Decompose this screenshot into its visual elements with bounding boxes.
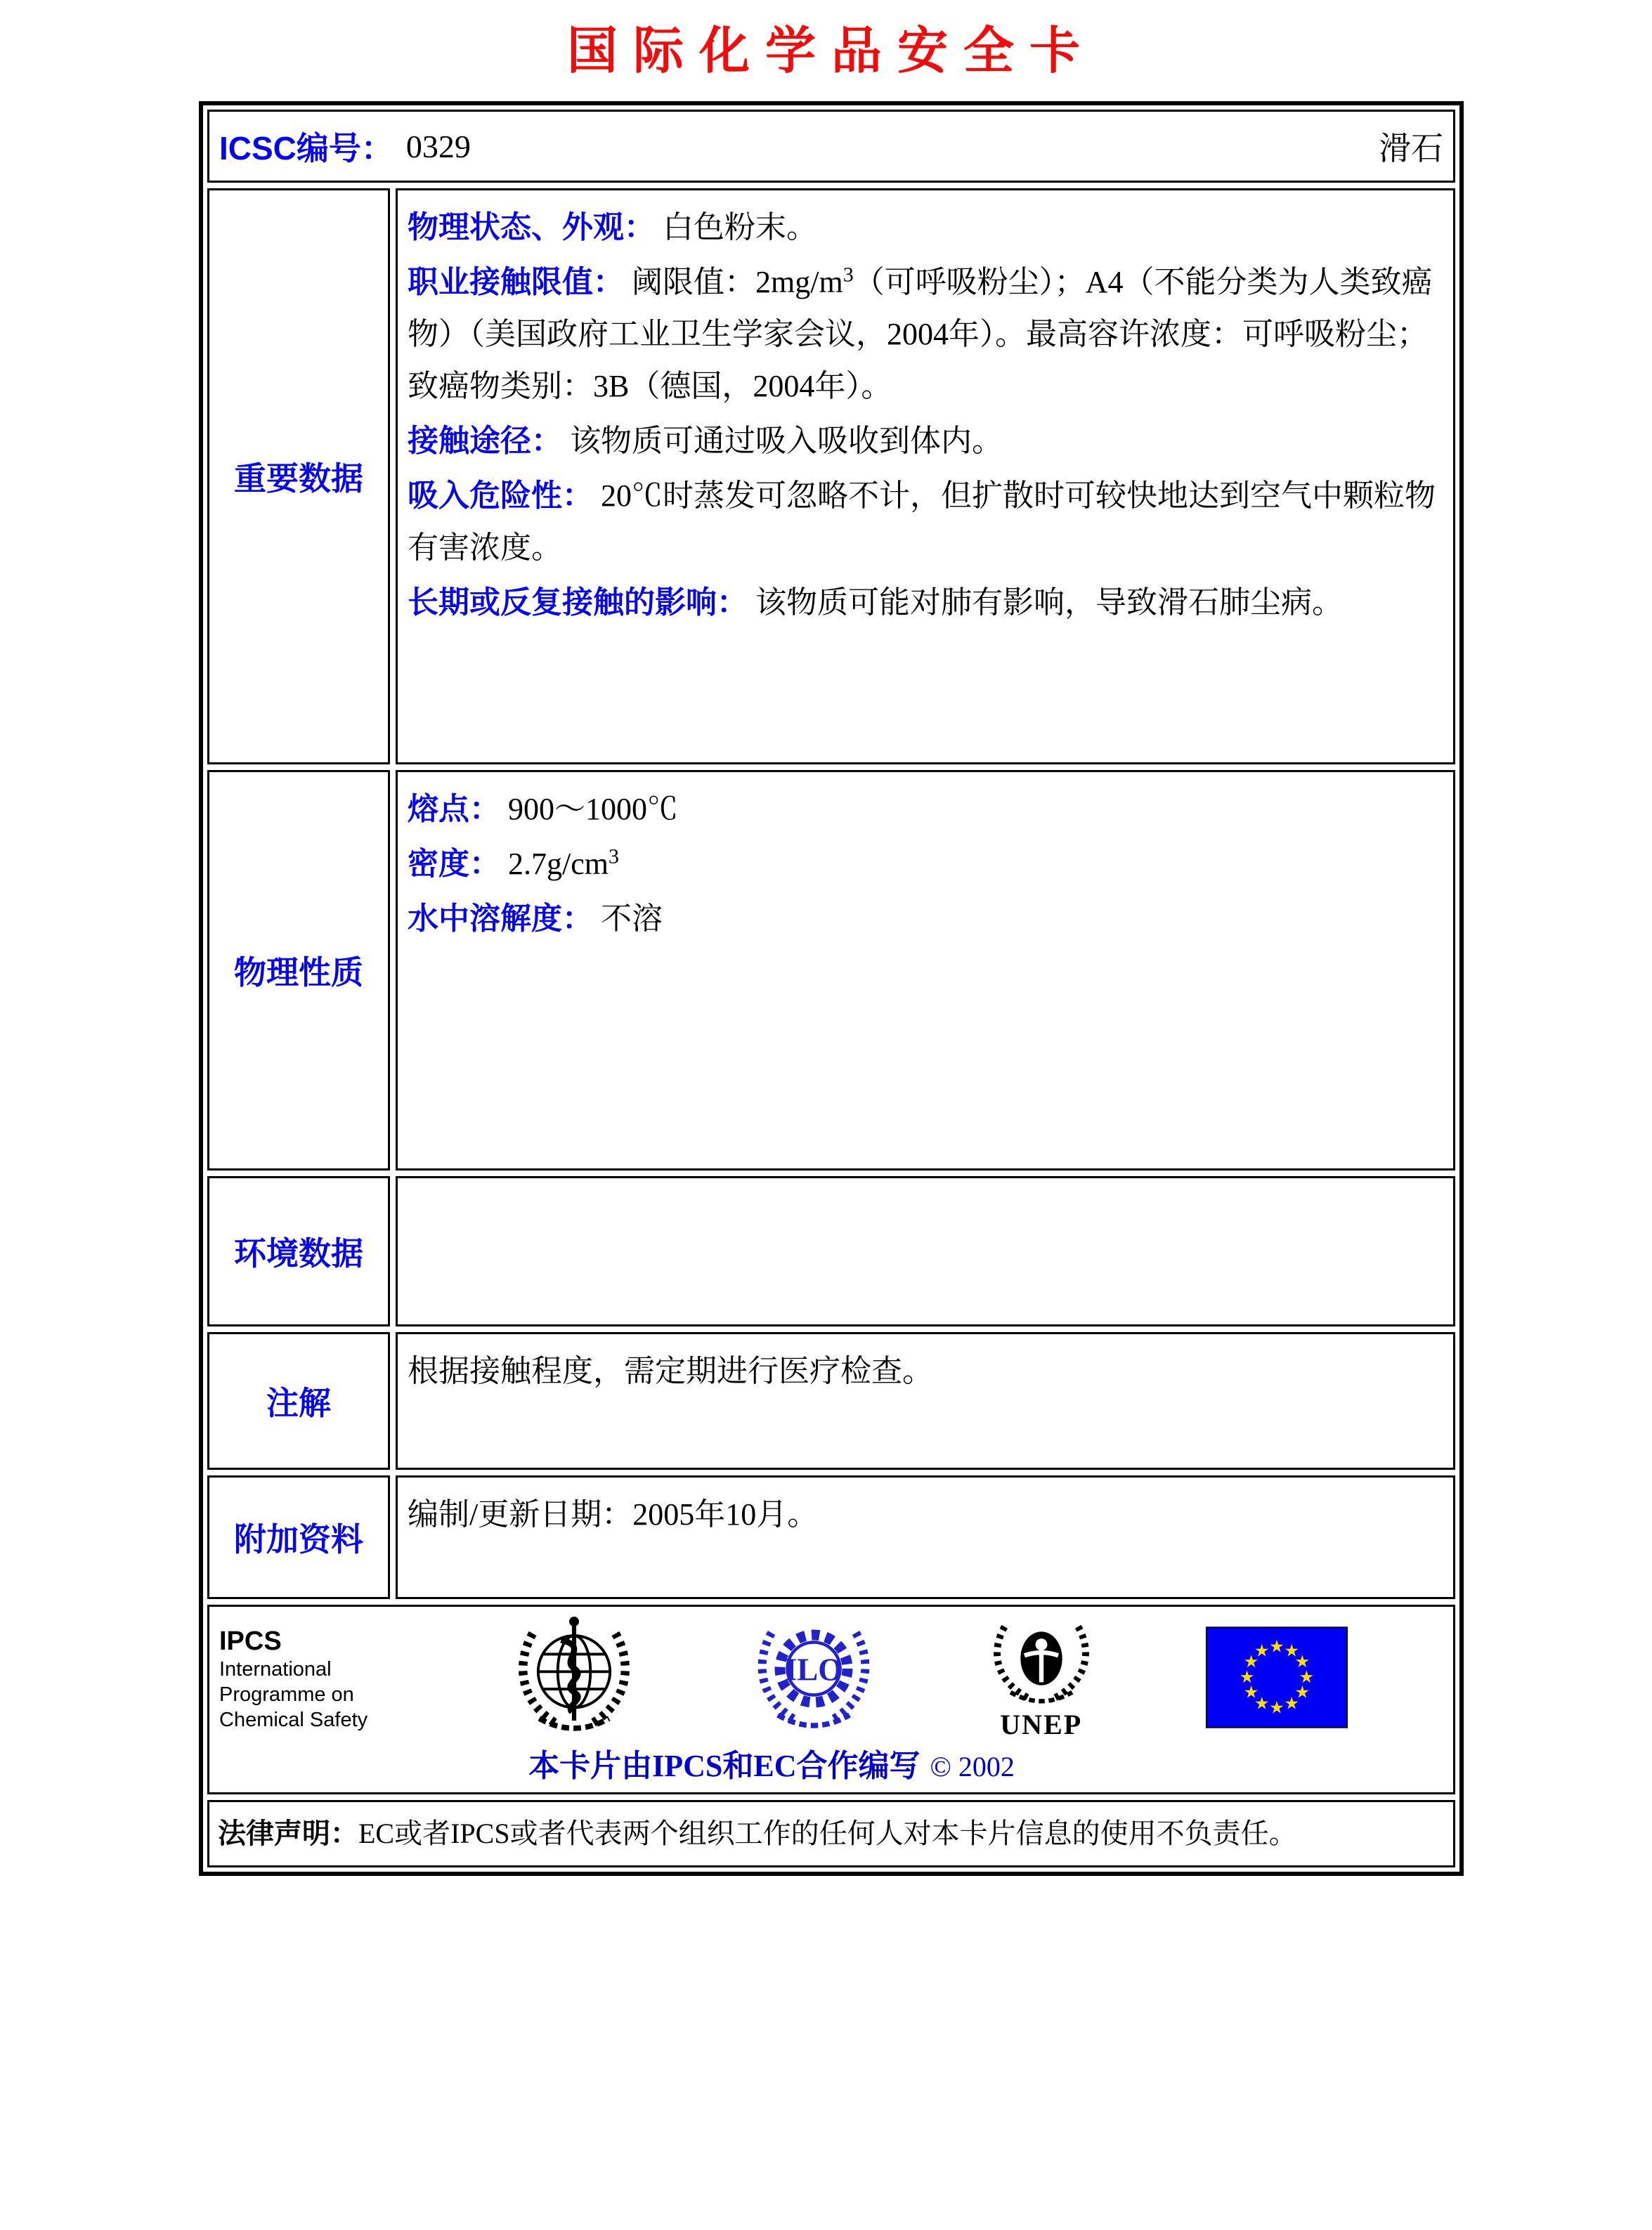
entry-text: 900～1000℃ bbox=[508, 792, 678, 826]
cooperation-caption bbox=[209, 1748, 1453, 1792]
ipcs-line-3: Chemical Safety bbox=[219, 1708, 368, 1731]
logo-strip bbox=[209, 1607, 1453, 1748]
environmental-data-row bbox=[207, 1176, 1455, 1326]
entry-text: 该物质可能对肺有影响，导致滑石肺尘病。 bbox=[755, 585, 1343, 620]
unep-label: UNEP bbox=[1000, 1708, 1083, 1740]
additional-info-content bbox=[396, 1475, 1455, 1599]
entry-label: 接触途径： bbox=[408, 424, 562, 458]
icsc-card-table bbox=[199, 101, 1464, 1876]
svg-text:★: ★ bbox=[1254, 1692, 1270, 1713]
entry-label: 水中溶解度： bbox=[408, 901, 593, 936]
logos-cell bbox=[207, 1605, 1455, 1794]
chemical-name: 滑石 bbox=[1379, 131, 1443, 167]
entry-occupational-exposure-limits bbox=[408, 256, 1443, 412]
entry-notes-text: 根据接触程度，需定期进行医疗检查。 bbox=[408, 1354, 933, 1388]
physical-properties-section-label: 物理性质 bbox=[207, 770, 390, 1171]
unep-logo-icon bbox=[986, 1619, 1097, 1740]
entry-label: 长期或反复接触的影响： bbox=[408, 585, 748, 620]
entry-text-pre: 阈限值：2mg/m bbox=[632, 265, 843, 299]
eu-flag-icon bbox=[1206, 1626, 1348, 1732]
copyright-text: © 2002 bbox=[930, 1751, 1015, 1782]
icsc-number-group bbox=[219, 123, 471, 169]
additional-info-row bbox=[207, 1475, 1455, 1599]
entry-label: 密度： bbox=[408, 847, 500, 881]
icsc-number-value: 0329 bbox=[405, 128, 471, 164]
svg-text:★: ★ bbox=[1243, 1650, 1259, 1671]
svg-text:★: ★ bbox=[1243, 1681, 1259, 1702]
svg-text:★: ★ bbox=[1269, 1697, 1284, 1718]
additional-info-section-label: 附加资料 bbox=[207, 1475, 390, 1599]
entry-text: 白色粉末。 bbox=[663, 210, 817, 244]
entry-routes-of-exposure bbox=[408, 415, 1443, 467]
notes-row bbox=[207, 1332, 1455, 1470]
environmental-data-section-label: 环境数据 bbox=[207, 1176, 390, 1326]
superscript: 3 bbox=[843, 263, 854, 287]
entry-text-pre: 2.7g/cm bbox=[508, 847, 609, 881]
legal-label: 法律声明： bbox=[218, 1818, 358, 1849]
entry-long-term-effects bbox=[408, 577, 1443, 629]
physical-properties-row bbox=[207, 770, 1455, 1171]
ilo-letters: ILO bbox=[784, 1652, 843, 1688]
legal-text: EC或者IPCS或者代表两个组织工作的任何人对本卡片信息的使用不负责任。 bbox=[358, 1818, 1297, 1849]
header-cell bbox=[207, 110, 1455, 183]
svg-text:★: ★ bbox=[1299, 1666, 1315, 1687]
entry-label: 职业接触限值： bbox=[408, 265, 624, 299]
legal-row bbox=[207, 1800, 1455, 1867]
ipcs-line-1: International bbox=[219, 1657, 332, 1681]
entry-melting-point bbox=[408, 783, 1443, 835]
caption-text: 本卡片由IPCS和EC合作编写 bbox=[528, 1749, 921, 1783]
who-logo-icon bbox=[507, 1612, 641, 1746]
environmental-data-content bbox=[396, 1176, 1455, 1326]
svg-text:★: ★ bbox=[1284, 1692, 1300, 1713]
ipcs-title: IPCS bbox=[219, 1626, 282, 1656]
entry-physical-state bbox=[408, 202, 1443, 254]
entry-density bbox=[408, 838, 1443, 890]
ipcs-text-block bbox=[219, 1626, 398, 1733]
page-title: 国际化学品安全卡 bbox=[566, 23, 1095, 79]
ipcs-line-2: Programme on bbox=[219, 1683, 354, 1706]
notes-section-label: 注解 bbox=[207, 1332, 390, 1470]
superscript: 3 bbox=[608, 845, 619, 868]
svg-text:★: ★ bbox=[1254, 1640, 1270, 1661]
entry-text-post: （可呼吸粉尘）；A4（不能分类为人类致癌物）（美国政府工业卫生学家会议，2004年）。最高容许浓度：可呼吸粉尘；致癌物类别：3B（德国，2004年）。 bbox=[408, 265, 1433, 403]
entry-text: 20℃时蒸发可忽略不计，但扩散时可较快地达到空气中颗粒物有害浓度。 bbox=[408, 478, 1436, 565]
entry-label: 物理状态、外观： bbox=[408, 210, 655, 244]
entry-update-date: 编制/更新日期：2005年10月。 bbox=[408, 1497, 819, 1532]
physical-properties-content bbox=[396, 770, 1455, 1171]
entry-text: 不溶 bbox=[601, 901, 663, 936]
legal-cell bbox=[207, 1800, 1455, 1867]
svg-text:★: ★ bbox=[1269, 1636, 1284, 1657]
ilo-logo-icon bbox=[750, 1618, 877, 1740]
svg-text:★: ★ bbox=[1294, 1681, 1310, 1702]
header-row bbox=[207, 110, 1455, 183]
notes-content bbox=[396, 1332, 1455, 1470]
svg-text:★: ★ bbox=[1284, 1640, 1300, 1661]
important-data-row bbox=[207, 188, 1455, 764]
important-data-content bbox=[396, 188, 1455, 764]
entry-inhalation-risk bbox=[408, 470, 1443, 574]
entry-label: 吸入危险性： bbox=[408, 478, 593, 513]
entry-label: 熔点： bbox=[408, 792, 500, 826]
entry-water-solubility bbox=[408, 893, 1443, 945]
icsc-number-label: ICSC编号： bbox=[219, 130, 394, 167]
important-data-section-label: 重要数据 bbox=[207, 188, 390, 764]
entry-text: 该物质可通过吸入吸收到体内。 bbox=[570, 424, 1003, 458]
svg-text:★: ★ bbox=[1239, 1666, 1255, 1687]
logos-row bbox=[207, 1605, 1455, 1794]
svg-text:★: ★ bbox=[1294, 1650, 1310, 1671]
